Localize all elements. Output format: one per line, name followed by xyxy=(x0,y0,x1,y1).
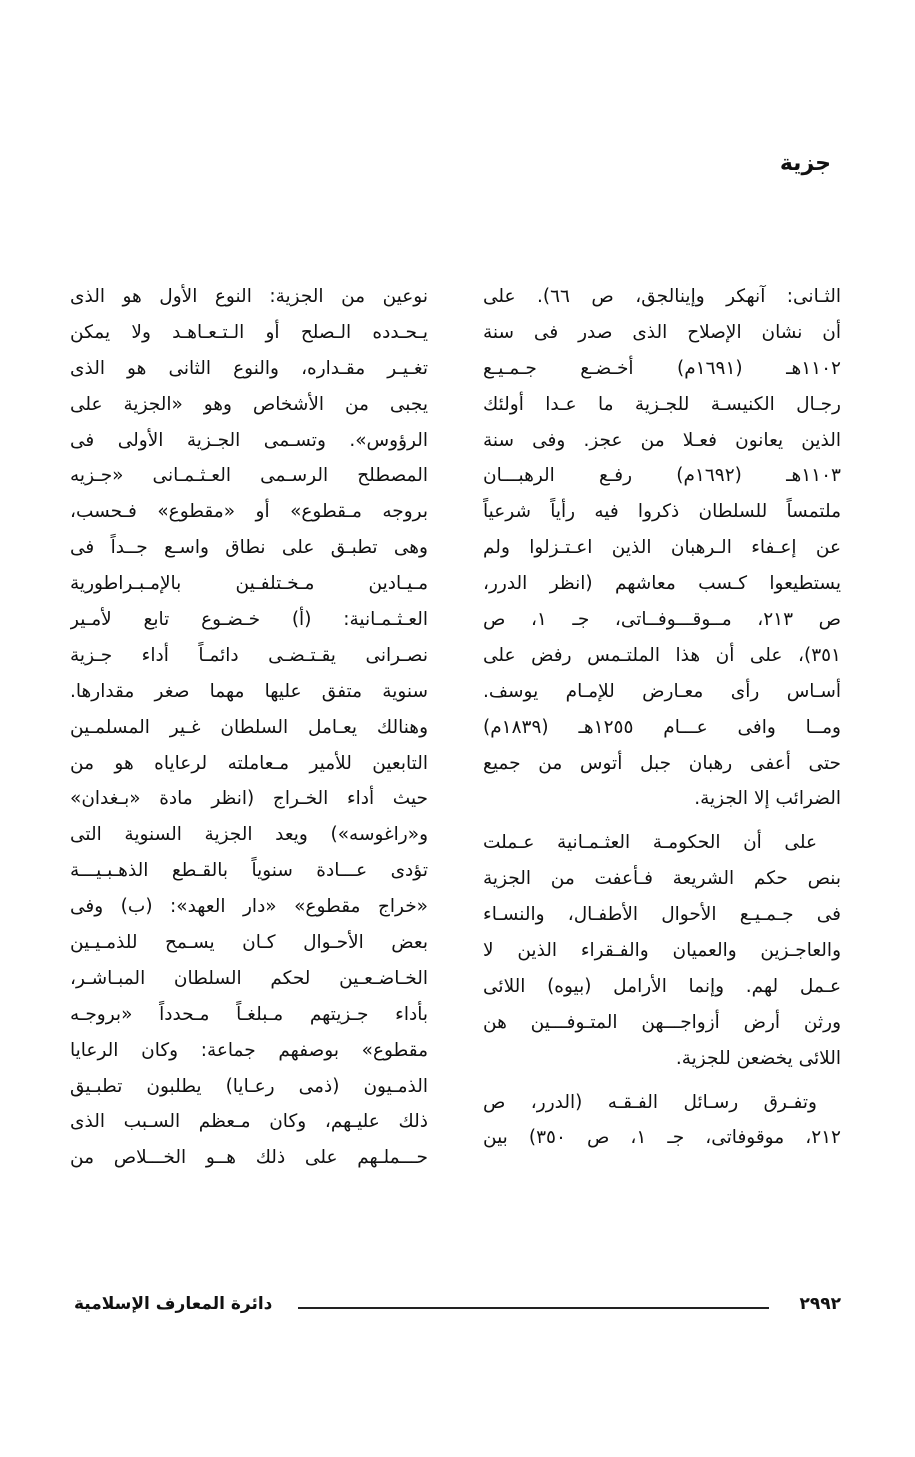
text-line: على أن الحكومـة العثـمـانية عـملت xyxy=(483,832,817,854)
text-line: بنص حكم الشريعة فـأعفت من الجزية xyxy=(483,868,841,890)
text-line: نصـرانى يقـتـضـى دائمـاً أداء جـزية xyxy=(70,644,428,666)
text-line: بعض الأحـوال كـان يسـمح للذمـيـين xyxy=(70,932,428,954)
text-line: ذلك عليـهم، وكان مـعظم السـبب الذى xyxy=(70,1111,428,1133)
text-line: ومــا وافى عـــام ١٢٥٥هـ (١٨٣٩م) xyxy=(483,716,841,738)
text-line: عن إعـفاء الـرهبان الذين اعـتـزلوا ولم xyxy=(483,537,841,559)
text-line: ورثن أرض أزواجـــهن المتـوفـــين هن xyxy=(483,1011,841,1033)
text-line: وهى تطبـق على نطاق واسـع جــداً فى xyxy=(70,537,428,559)
text-line: بروجه مـقطوع» أو «مقطوع» فـحسب، xyxy=(70,501,428,523)
right-column xyxy=(483,279,841,1156)
paragraph xyxy=(483,279,841,817)
text-line: رجـال الكنيسـة للجـزية ما عـدا أولئك xyxy=(483,393,841,415)
text-line: ملتمساً للسلطان ذكروا فيه رأياً شرعياً xyxy=(483,501,841,523)
text-line: الرؤوس». وتسـمى الجـزية الأولى فى xyxy=(70,429,428,451)
text-line: التابعين للأمير مـعاملته لرعاياه هو من xyxy=(70,752,428,774)
page-title: جزية xyxy=(779,151,831,176)
text-line: و«راغوسه») ويعد الجزية السنوية التى xyxy=(70,824,428,846)
text-line: فى جـمـيـع الأحوال الأطفـال، والنسـاء xyxy=(483,904,841,926)
text-line: عـمل لهم. وإنما الأرامل (بيوه) اللائى xyxy=(483,975,841,997)
text-line: الضرائب إلا الجزية. xyxy=(694,788,841,810)
footer-divider xyxy=(298,1307,769,1309)
text-line: نوعين من الجزية: النوع الأول هو الذى xyxy=(70,286,428,307)
text-line: يجبى من الأشخاص وهو «الجزية على xyxy=(70,393,428,415)
text-line: اللائى يخضعن للجزية. xyxy=(675,1047,841,1069)
text-line: «خراج مقطوع» «دار العهد»: (ب) وفى xyxy=(70,896,428,918)
text-line: الثـانى: آنهكر وإينالجق، ص ٦٦). على xyxy=(483,286,841,307)
text-line: حـــملـهم على ذلك هــو الخـــلاص من xyxy=(70,1147,428,1169)
text-line: ١١٠٢هـ (١٦٩١م) أخـضـع جـمـيـع xyxy=(483,357,841,379)
text-line: أن نشان الإصلاح الذى صدر فى سنة xyxy=(483,321,841,343)
text-line: ٣٥١)، على أن هذا الملتـمس رفض على xyxy=(483,644,841,666)
text-line: سنوية متفق عليها مهما صغر مقدارها. xyxy=(70,680,428,702)
text-line: مـيـادين مـخـتلفـين بالإمـبـراطورية xyxy=(70,573,428,595)
paragraph xyxy=(483,825,841,1076)
text-line: الخـاضـعـين لحكم السلطان المبـاشـر، xyxy=(70,967,428,989)
text-line: بأداء جـزيتهم مـبلغـاً مـحدداً «بروجـه xyxy=(70,1003,428,1025)
text-line: ٢١٢، موقوفاتى، جـ ١، ص ٣٥٠) بين xyxy=(483,1127,841,1149)
text-line: ١١٠٣هـ (١٦٩٢م) رفـع الرهبـــان xyxy=(483,465,841,487)
text-line: ص ٢١٣، مــوقـــوفــاتى، جـ ١، ص xyxy=(483,609,841,631)
text-line: حتى أعفى رهبان جبل أتوس من جميع xyxy=(483,752,841,774)
paragraph xyxy=(483,1085,841,1157)
text-line: والعاجـزين والعميان والفـقراء الذين لا xyxy=(483,940,841,962)
text-line: العـثـمـانية: (أ) خـضـوع تابع لأمـير xyxy=(70,609,428,631)
publication-title: دائرة المعارف الإسلامية xyxy=(74,1294,273,1314)
text-line: وتفـرق رسـائل الفـقـه (الدرر، ص xyxy=(483,1091,817,1113)
text-line: وهنالك يعـامل السلطان غـير المسلمـين xyxy=(70,716,428,738)
text-line: الذمـيون (ذمى رعـايا) يطلبون تطبـيق xyxy=(70,1075,428,1097)
page-footer xyxy=(74,1292,841,1322)
text-line: مقطوع» بوصفهم جماعة: وكان الرعايا xyxy=(70,1039,428,1061)
page-number: ٢٩٩٢ xyxy=(799,1294,841,1314)
left-column xyxy=(70,279,428,1176)
text-line: حيث أداء الخـراج (انظر مادة «بـغدان» xyxy=(70,788,428,810)
text-line: يستطيعوا كـسب معاشهم (انظر الدرر، xyxy=(483,573,841,595)
text-line: أسـاس رأى معـارض للإمـام يوسف. xyxy=(483,680,841,702)
text-line: الذين يعانون فعـلا من عجز. وفى سنة xyxy=(483,429,841,451)
text-line: يـحـدده الـصلح أو الـتـعـاهـد ولا يمكن xyxy=(70,321,428,343)
text-line: تغـيـر مقـداره، والنوع الثانى هو الذى xyxy=(70,357,428,379)
text-line: تؤدى عـــادة سنوياً بالقـطع الذهـبـيـــة xyxy=(70,860,428,882)
text-line: المصطلح الرسـمى العـثـمـانى «جـزيه xyxy=(70,465,428,487)
